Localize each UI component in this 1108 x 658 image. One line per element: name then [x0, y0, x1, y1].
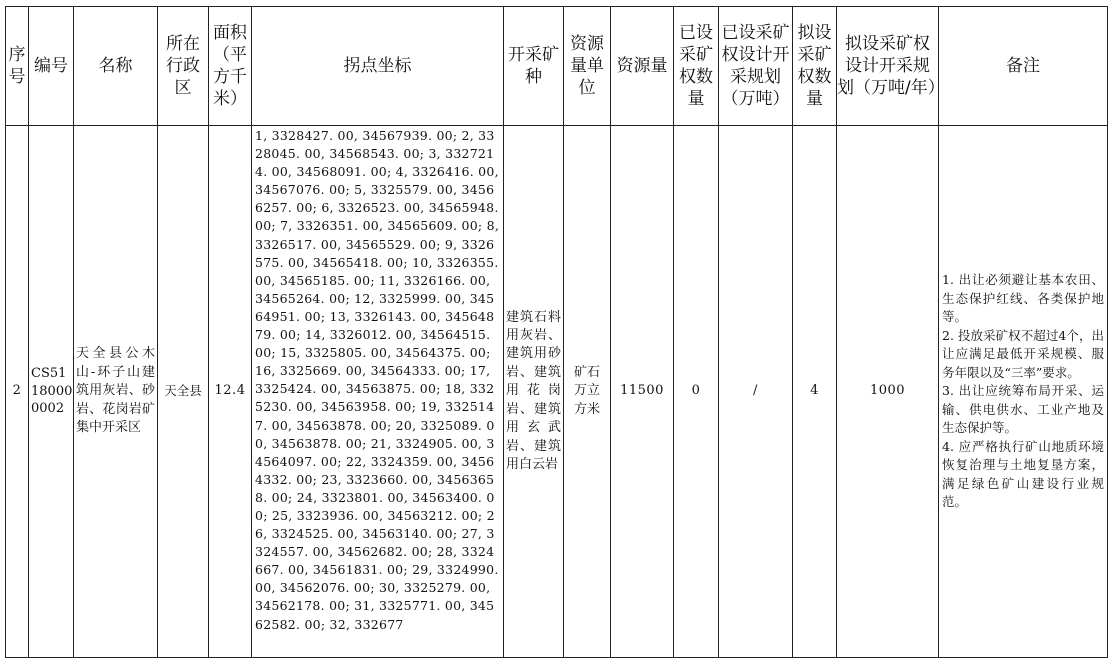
header-area: 面积（平方千米）	[209, 7, 252, 126]
cell-district: 天全县	[158, 126, 209, 658]
note-item-1: 1. 出让必须避让基本农田、生态保护红线、各类保护地等。	[942, 272, 1104, 325]
header-planned-count: 拟设采矿权数量	[793, 7, 837, 126]
cell-name: 天全县公木山-环子山建筑用灰岩、砂岩、花岗岩矿集中开采区	[74, 126, 158, 658]
cell-existing-plan: /	[719, 126, 793, 658]
header-existing-plan: 已设采矿权设计开采规划（万吨）	[719, 7, 793, 126]
header-row	[6, 7, 1108, 126]
table-row	[6, 126, 1108, 658]
cell-notes	[939, 126, 1108, 658]
cell-existing-count: 0	[674, 126, 719, 658]
header-existing-count: 已设采矿权数量	[674, 7, 719, 126]
mining-area-table	[5, 6, 1108, 658]
note-item-3: 3. 出让应统筹布局开采、运输、供电供水、工业产地及生态保护等。	[942, 383, 1104, 436]
header-resources: 资源量	[611, 7, 674, 126]
header-notes: 备注	[939, 7, 1108, 126]
cell-seq: 2	[6, 126, 29, 658]
header-seq: 序号	[6, 7, 29, 126]
cell-mineral: 建筑石料用灰岩、建筑用砂岩、建筑用花岗岩、建筑用玄武岩、建筑用白云岩	[504, 126, 564, 658]
header-resource-unit: 资源量单位	[564, 7, 611, 126]
cell-coords: 1, 3328427. 00, 34567939. 00; 2, 3328045. 00, 34568543. 00; 3, 3327214. 00, 34568091. 00; 4, 3326416. 00, 34567076. 00; 5, 3325579. 00, 34566257. 00; 6, 3326523. 00, 34565948. 00; 7, 3326351. 00, 34565609. 00; 8, 3326517. 00, 34565529. 00; 9, 3326575. 00, 34565418. 00; 10, 3326355. 00, 34565185. 00; 11, 3326166. 00, 34565264. 00; 12, 3325999. 00, 34564951. 00; 13, 3326143. 00, 34564879. 00; 14, 3326012. 00, 34564515. 00; 15, 3325805. 00, 34564375. 00; 16, 3325669. 00, 34564333. 00; 17, 3325424. 00, 34563875. 00; 18, 3325230. 00, 34563958. 00; 19, 3325147. 00, 34563878. 00; 20, 3325089. 00, 34563878. 00; 21, 3324905. 00, 34564097. 00; 22, 3324359. 00, 34564332. 00; 23, 3323660. 00, 34563658. 00; 24, 3323801. 00, 34563400. 00; 25, 3323936. 00, 34563212. 00; 26, 3324525. 00, 34563140. 00; 27, 3324557. 00, 34562682. 00; 28, 3324667. 00, 34561831. 00; 29, 3324990. 00, 34562076. 00; 30, 3325279. 00, 34562178. 00; 31, 3325771. 00, 34562582. 00; 32, 332677	[252, 126, 504, 658]
cell-resources: 11500	[611, 126, 674, 658]
mining-area-table-sheet	[5, 6, 1104, 656]
cell-planned-count: 4	[793, 126, 837, 658]
note-item-4: 4. 应严格执行矿山地质环境恢复治理与土地复垦方案，满足绿色矿山建设行业规范。	[942, 438, 1104, 510]
header-coords: 拐点坐标	[252, 7, 504, 126]
header-planned-plan: 拟设采矿权设计开采规划（万吨/年）	[837, 7, 939, 126]
cell-area: 12.4	[209, 126, 252, 658]
header-name: 名称	[74, 7, 158, 126]
cell-resource-unit: 矿石万立方米	[564, 126, 611, 658]
header-mineral: 开采矿种	[504, 7, 564, 126]
note-item-2: 2. 投放采矿权不超过4个，出让应满足最低开采规模、服务年限以及“三率”要求。	[942, 327, 1104, 380]
cell-planned-plan: 1000	[837, 126, 939, 658]
cell-code: CS51180000002	[29, 126, 74, 658]
header-code: 编号	[29, 7, 74, 126]
header-district: 所在行政区	[158, 7, 209, 126]
